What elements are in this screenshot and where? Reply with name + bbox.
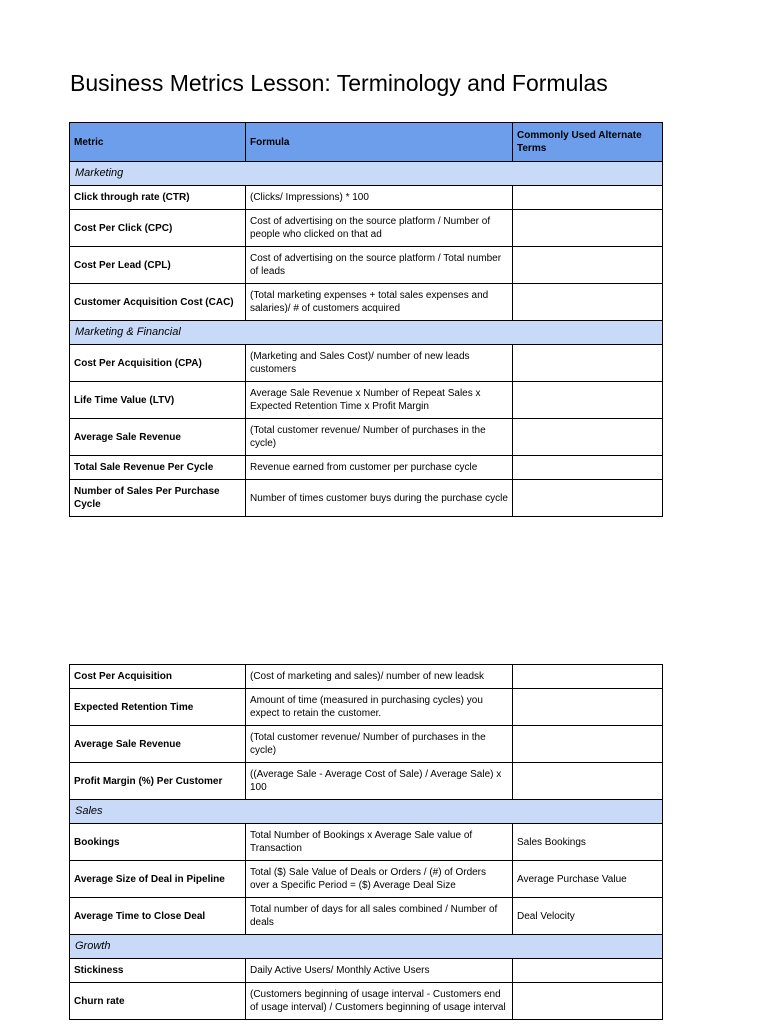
formula-cell: Amount of time (measured in purchasing cycles) you expect to retain the customer. (246, 689, 513, 726)
section-row-growth (70, 935, 663, 959)
table-row (70, 898, 663, 935)
page-title: Business Metrics Lesson: Terminology and Formulas (70, 70, 608, 96)
formula-cell: Daily Active Users/ Monthly Active Users (246, 959, 513, 983)
alternate-terms-cell (513, 959, 663, 983)
metric-cell: Profit Margin (%) Per Customer (70, 763, 246, 800)
metric-cell: Average Size of Deal in Pipeline (70, 861, 246, 898)
formula-cell: (Marketing and Sales Cost)/ number of new leads customers (246, 345, 513, 382)
alternate-terms-cell (513, 210, 663, 247)
section-row-marketing (70, 162, 663, 186)
header-formula: Formula (246, 123, 513, 162)
alternate-terms-cell (513, 456, 663, 480)
alternate-terms-cell (513, 382, 663, 419)
alternate-terms-cell (513, 726, 663, 763)
section-row-sales (70, 800, 663, 824)
formula-cell: Number of times customer buys during the purchase cycle (246, 480, 513, 517)
metric-cell: Customer Acquisition Cost (CAC) (70, 284, 246, 321)
alternate-terms-cell (513, 763, 663, 800)
formula-cell: Total Number of Bookings x Average Sale value of Transaction (246, 824, 513, 861)
table-row (70, 247, 663, 284)
alternate-terms-cell: Deal Velocity (513, 898, 663, 935)
table-row (70, 983, 663, 1020)
metric-cell: Churn rate (70, 983, 246, 1020)
metric-cell: Cost Per Lead (CPL) (70, 247, 246, 284)
metric-cell: Bookings (70, 824, 246, 861)
alternate-terms-cell (513, 186, 663, 210)
alternate-terms-cell (513, 665, 663, 689)
formula-cell: (Clicks/ Impressions) * 100 (246, 186, 513, 210)
metric-cell: Total Sale Revenue Per Cycle (70, 456, 246, 480)
formula-cell: Total ($) Sale Value of Deals or Orders / (#) of Orders over a Specific Period = ($) Average Deal Size (246, 861, 513, 898)
header-alternate-terms: Commonly Used Alternate Terms (513, 123, 663, 162)
metric-cell: Average Sale Revenue (70, 419, 246, 456)
metric-cell: Average Time to Close Deal (70, 898, 246, 935)
alternate-terms-cell: Average Purchase Value (513, 861, 663, 898)
section-row-marketing-financial (70, 321, 663, 345)
section-label: Marketing & Financial (70, 321, 663, 345)
formula-cell: Revenue earned from customer per purchase cycle (246, 456, 513, 480)
metric-cell: Cost Per Click (CPC) (70, 210, 246, 247)
table-row (70, 763, 663, 800)
alternate-terms-cell (513, 689, 663, 726)
table-row (70, 959, 663, 983)
table-row (70, 861, 663, 898)
table-row (70, 382, 663, 419)
metric-cell: Stickiness (70, 959, 246, 983)
table-row (70, 186, 663, 210)
section-label: Sales (70, 800, 663, 824)
table-row (70, 345, 663, 382)
metric-cell: Average Sale Revenue (70, 726, 246, 763)
section-label: Marketing (70, 162, 663, 186)
alternate-terms-cell (513, 284, 663, 321)
formula-cell: (Total customer revenue/ Number of purchases in the cycle) (246, 419, 513, 456)
table-row (70, 456, 663, 480)
formula-cell: (Total marketing expenses + total sales expenses and salaries)/ # of customers acquired (246, 284, 513, 321)
table-row (70, 210, 663, 247)
formula-cell: Cost of advertising on the source platform / Total number of leads (246, 247, 513, 284)
alternate-terms-cell: Sales Bookings (513, 824, 663, 861)
metrics-table-1 (69, 122, 663, 517)
table-row (70, 480, 663, 517)
formula-cell: (Cost of marketing and sales)/ number of new leadsk (246, 665, 513, 689)
formula-cell: ((Average Sale - Average Cost of Sale) / Average Sale) x 100 (246, 763, 513, 800)
alternate-terms-cell (513, 345, 663, 382)
formula-cell: Average Sale Revenue x Number of Repeat Sales x Expected Retention Time x Profit Margin (246, 382, 513, 419)
table-row (70, 726, 663, 763)
formula-cell: (Total customer revenue/ Number of purchases in the cycle) (246, 726, 513, 763)
metric-cell: Cost Per Acquisition (CPA) (70, 345, 246, 382)
alternate-terms-cell (513, 247, 663, 284)
table-row (70, 689, 663, 726)
formula-cell: Total number of days for all sales combined / Number of deals (246, 898, 513, 935)
metrics-table-2 (69, 664, 663, 1020)
metric-cell: Life Time Value (LTV) (70, 382, 246, 419)
table-row (70, 824, 663, 861)
metric-cell: Expected Retention Time (70, 689, 246, 726)
alternate-terms-cell (513, 480, 663, 517)
header-metric: Metric (70, 123, 246, 162)
metric-cell: Click through rate (CTR) (70, 186, 246, 210)
table-row (70, 665, 663, 689)
header-row (70, 123, 663, 162)
formula-cell: (Customers beginning of usage interval - Customers end of usage interval) / Customers beginning of usage interval (246, 983, 513, 1020)
formula-cell: Cost of advertising on the source platform / Number of people who clicked on that ad (246, 210, 513, 247)
table-row (70, 284, 663, 321)
alternate-terms-cell (513, 983, 663, 1020)
metric-cell: Cost Per Acquisition (70, 665, 246, 689)
metric-cell: Number of Sales Per Purchase Cycle (70, 480, 246, 517)
alternate-terms-cell (513, 419, 663, 456)
table-row (70, 419, 663, 456)
section-label: Growth (70, 935, 663, 959)
